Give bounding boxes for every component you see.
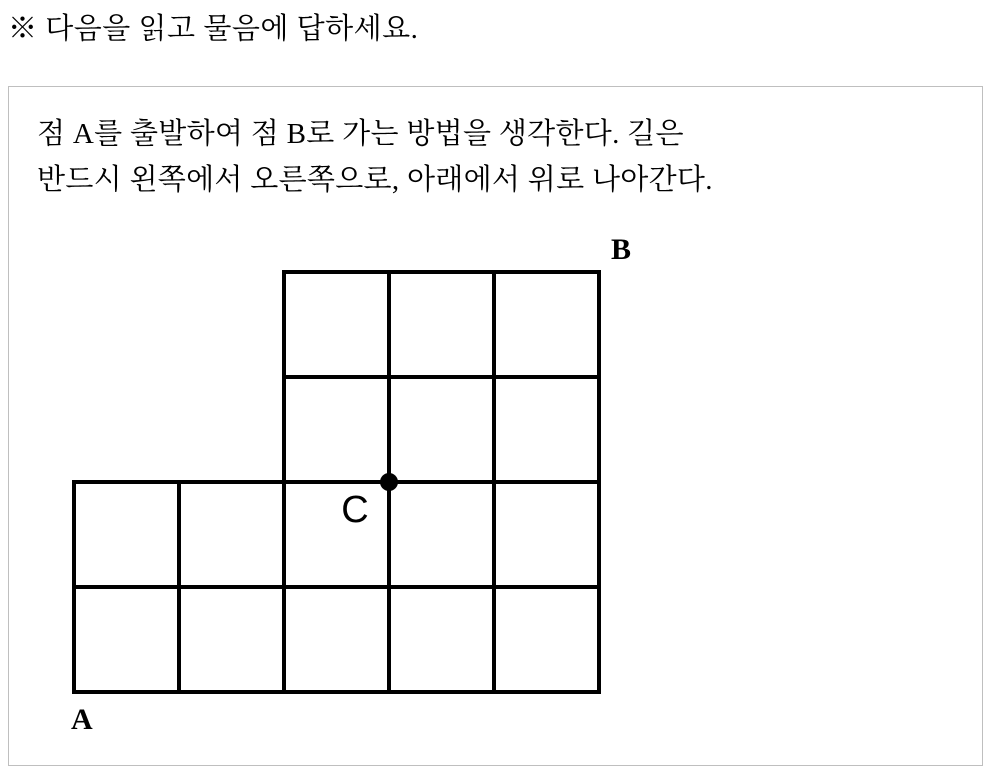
- label-c: C: [341, 489, 369, 531]
- label-a: A: [71, 703, 93, 736]
- stem-line-1: 점 A를 출발하여 점 B로 가는 방법을 생각한다. 길은: [37, 118, 684, 150]
- problem-stem: [37, 111, 957, 203]
- point-c-dot: [380, 473, 398, 491]
- problem-box: [8, 86, 983, 766]
- label-b: B: [611, 237, 632, 266]
- figure-lattice-path-grid: [9, 237, 984, 757]
- grid-lines: [74, 272, 599, 692]
- stem-line-2: 반드시 왼쪽에서 오른쪽으로, 아래에서 위로 나아간다.: [37, 164, 713, 196]
- lattice-grid-svg: [9, 237, 984, 757]
- instruction-text: ※ 다음을 읽고 물음에 답하세요.: [8, 13, 419, 45]
